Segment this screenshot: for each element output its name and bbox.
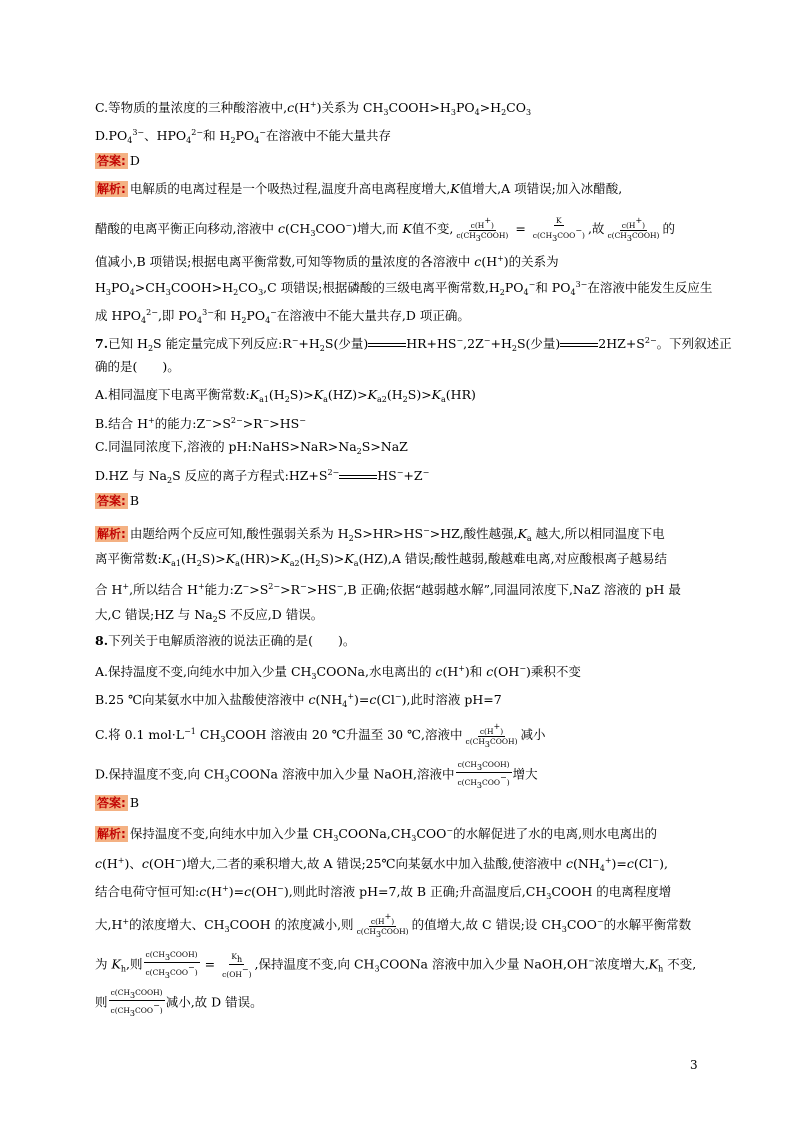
answer-label: 答案: bbox=[97, 154, 126, 168]
q8-option-a: A.保持温度不变,向纯水中加入少量 $CH_3COONa$,水电离出的 c(H+)和 c(OH−)乘积不变 bbox=[95, 664, 581, 681]
answer-label: 答案: bbox=[97, 796, 126, 810]
q7-option-c: C.同温同浓度下,溶液的 $pH:NaHS>NaR>Na_2S>NaZ$ bbox=[95, 439, 408, 456]
analysis-label: 解析: bbox=[97, 182, 126, 196]
q7-analysis-line-2: 离平衡常数$:K_{a1}(H_2S)>K_a(HR)>K_{a2}(H_2S)>K_a(HZ),A$ 错误;酸性越弱,酸越难电离,对应酸根离子越易结 bbox=[95, 551, 667, 568]
q7-option-b: B.结合 H+的能力$:Z^->S^{2-}>R^->HS^-$ bbox=[95, 416, 306, 431]
q7-analysis-line-4: 大,C 错误;HZ 与 $Na_2S$ 不反应,D 错误。 bbox=[95, 607, 324, 624]
q8-answer-value: B bbox=[129, 795, 139, 810]
q6-option-d: $D.PO_4^{3-}$、$HPO_4^{2-}$和 $H_2PO_4^-$在溶液中不能大量共存 bbox=[95, 128, 392, 145]
q6-answer-value: D bbox=[129, 153, 140, 168]
analysis-label: 解析: bbox=[97, 827, 126, 841]
page-number: 3 bbox=[690, 1058, 698, 1072]
q6-analysis-line-1: 解析: 电解质的电离过程是一个吸热过程,温度升高电离程度增大,K值增大,A 项错误;加入冰醋酸, bbox=[97, 181, 623, 196]
q8-analysis-line-2: c(H+)、c(OH−)增大,二者的乘积增大,故 A 错误;25℃向某氨水中加入盐酸,使溶液中 $c(NH_4^+)=c(Cl^-)$, bbox=[95, 856, 668, 873]
q7-answer-value: B bbox=[129, 493, 139, 508]
q6-answer bbox=[95, 152, 140, 170]
q7-option-d: D.HZ 与 $Na_2S$ 反应的离子方程式$:HZ+S^{2-}$ HS−+Z− bbox=[95, 468, 430, 485]
q7-option-a: A.相同温度下电离平衡常数$:K_{a1}(H_2S)>K_a(HZ)>K_{a2}(H_2S)>K_a(HR)$ bbox=[95, 387, 476, 404]
q8-answer bbox=[95, 794, 139, 812]
q6-analysis-line-5: 成 $HPO_4^{2-}$,即 $PO_4^{3-}$和 $H_2PO_4^-$在溶液中不能大量共存,D 项正确。 bbox=[95, 308, 470, 325]
q8-option-c: C.将 0.1 $mol\cdot L^{-1}$ $CH_3COOH$ 溶液由 20 ℃升温至 30 ℃,溶液中 $\frac{c(H+)}{\text{c(CH3COOH)}}$ 减小 bbox=[95, 722, 546, 749]
analysis-label: 解析: bbox=[97, 527, 126, 541]
q6-option-c: C.等物质的量浓度的三种酸溶液中,c(H+)关系为 $CH_3COOH>H_3PO_4>H_2CO_3$ bbox=[95, 100, 532, 117]
q8-option-d: D.保持温度不变,向 $CH_3COONa$ 溶液中加入少量 NaOH,溶液中 $\frac{\text{c(CH3COOH)}}{\text{c(CH3COO−)}}$ 增大 bbox=[95, 760, 538, 790]
q8-analysis-line-3: 结合电荷守恒可知:c(H+)=c(OH−),则此时溶液 pH=7,故 B 正确;升高温度后$,CH_3COOH$ 的电离程度增 bbox=[95, 884, 672, 901]
q7-analysis-line-3: 合 H+,所以结合 H+能力$:Z^->S^{2-}>R^->HS^-,B$ 正确;依据“越弱越水解”,同温同浓度下,NaZ 溶液的 pH 最 bbox=[95, 582, 681, 597]
q7-stem-line-2: 确的是( )。 bbox=[95, 359, 180, 374]
q8-analysis-line-5: 为 $K_h$,则 $\frac{\text{c(CH3COOH)}}{\text{c(CH3COO−)}}$ = $\frac{Kh}{c(OH-)}$ ,保持温度不变,向 $CH_3COONa$ 溶液中加入少量 NaOH,OH−浓度增大$,K_h$ 不变, bbox=[95, 950, 697, 980]
q7-analysis-line-1: 解析: 由题给两个反应可知,酸性强弱关系为 $H_2S>HR>HS^->HZ$,酸性越强$,K_a$ 越大,所以相同温度下电 bbox=[97, 526, 665, 543]
q8-analysis-line-4: 大,H+的浓度增大、$CH_3COOH$ 的浓度减小,则 $\frac{c(H+)}{\text{c(CH3COOH)}}$ 的值增大,故 C 错误;设 $CH_3COO^-$的水解平衡常数 bbox=[95, 912, 692, 939]
answer-label: 答案: bbox=[97, 494, 126, 508]
q6-analysis-line-4: $H_3PO_4>CH_3COOH>H_2CO_3,C$ 项错误;根据磷酸的三级电离平衡常数$,H_2PO_4^-$和 $PO_4^{3-}$在溶液中能发生反应生 bbox=[95, 280, 713, 297]
q7-answer bbox=[95, 492, 139, 510]
q6-analysis-line-3: 值减小,B 项错误;根据电离平衡常数,可知等物质的量浓度的各溶液中 c(H+)的关系为 bbox=[95, 254, 559, 269]
q8-analysis-line-6: 则 $\frac{\text{c(CH3COOH)}}{\text{c(CH3COO−)}}$ 减小,故 D 错误。 bbox=[95, 988, 263, 1018]
q8-analysis-line-1: 解析: 保持温度不变,向纯水中加入少量 $CH_3COONa,CH_3COO^-$的水解促进了水的电离,则水电离出的 bbox=[97, 826, 658, 843]
q7-stem-line-1: 7.已知 $H_2S$ 能定量完成下列反应$:R^-+H_2S$(少量) $HR+HS^-,2Z^-+H_2S$(少量) $2HZ+S^{2-}$。下列叙述正 bbox=[95, 336, 732, 353]
q8-option-b: B.25 ℃向某氨水中加入盐酸使溶液中 $c(NH_4^+)=c(Cl^-)$,此时溶液 pH=7 bbox=[95, 692, 502, 709]
q6-analysis-line-2: 醋酸的电离平衡正向移动,溶液中 $c(CH_3COO^-)$增大,而 K值不变, $\frac{c(H+)}{\text{c(CH3COOH)}}$ = $\frac{K}{\text{c(CH3COO−)}}$ ,故 $\frac{c(H+)}{\text{c(CH3COOH)}}$ 的 bbox=[95, 216, 675, 243]
q8-stem: 8.下列关于电解质溶液的说法正确的是( )。 bbox=[95, 633, 356, 648]
